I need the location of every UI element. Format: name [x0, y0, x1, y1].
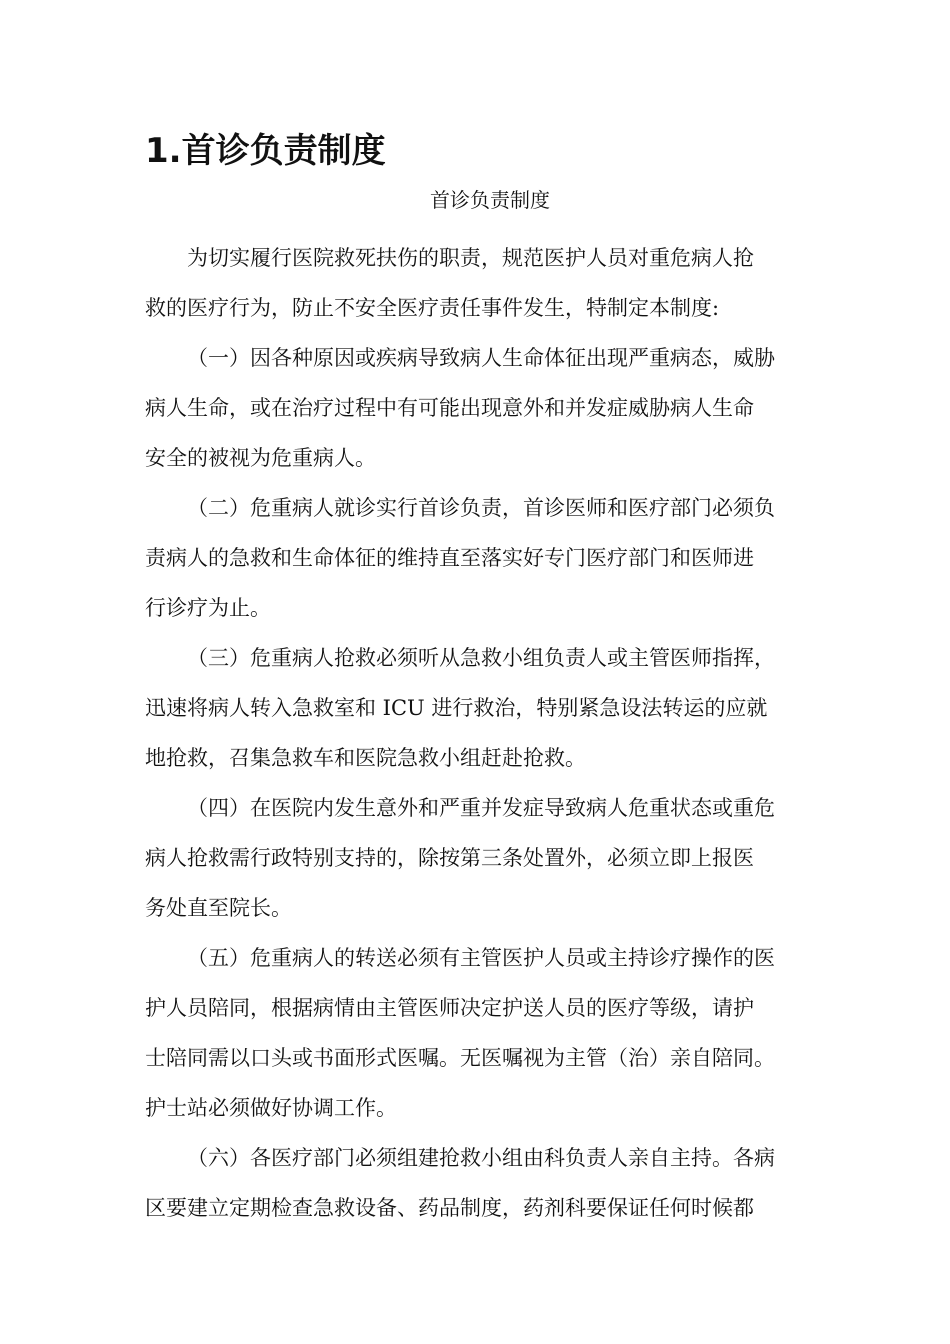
text-line: 病人生命，或在治疗过程中有可能出现意外和并发症威胁病人生命 [145, 396, 754, 420]
text-line: （五）危重病人的转送必须有主管医护人员或主持诊疗操作的医 [187, 946, 775, 970]
text-line: （一）因各种原因或疾病导致病人生命体征出现严重病态，威胁 [187, 346, 775, 370]
text-line: 救的医疗行为，防止不安全医疗责任事件发生，特制定本制度: [145, 296, 720, 320]
text-line: 为切实履行医院救死扶伤的职责，规范医护人员对重危病人抢 [187, 246, 754, 270]
section-heading: 1.首诊负责制度 [145, 131, 386, 171]
text-line: 务处直至院长。 [145, 896, 292, 920]
text-line: 责病人的急救和生命体征的维持直至落实好专门医疗部门和医师进 [145, 546, 754, 570]
text-line: （六）各医疗部门必须组建抢救小组由科负责人亲自主持。各病 [187, 1146, 775, 1170]
paragraph-5 [145, 933, 805, 1133]
paragraph-intro [145, 233, 805, 333]
text-line: 护士站必须做好协调工作。 [145, 1096, 397, 1120]
paragraph-3 [145, 633, 805, 783]
text-line: 士陪同需以口头或书面形式医嘱。无医嘱视为主管（治）亲自陪同。 [145, 1046, 775, 1070]
document-title: 首诊负责制度 [430, 188, 550, 212]
text-line: 迅速将病人转入急救室和 ICU 进行救治，特别紧急设法转运的应就 [145, 696, 768, 720]
text-line: 地抢救，召集急救车和医院急救小组赶赴抢救。 [145, 746, 586, 770]
text-line: 病人抢救需行政特别支持的，除按第三条处置外，必须立即上报医 [145, 846, 754, 870]
text-line: （四）在医院内发生意外和严重并发症导致病人危重状态或重危 [187, 796, 775, 820]
text-line: 安全的被视为危重病人。 [145, 446, 376, 470]
paragraph-4 [145, 783, 805, 933]
paragraph-1 [145, 333, 805, 483]
text-line: （二）危重病人就诊实行首诊负责，首诊医师和医疗部门必须负 [187, 496, 775, 520]
paragraph-2 [145, 483, 805, 633]
paragraph-6 [145, 1133, 805, 1233]
text-line: （三）危重病人抢救必须听从急救小组负责人或主管医师指挥， [187, 646, 775, 670]
text-line: 护人员陪同，根据病情由主管医师决定护送人员的医疗等级，请护 [145, 996, 754, 1020]
text-line: 行诊疗为止。 [145, 596, 271, 620]
text-line: 区要建立定期检查急救设备、药品制度，药剂科要保证任何时候都 [145, 1196, 754, 1220]
document-body [145, 233, 805, 1233]
